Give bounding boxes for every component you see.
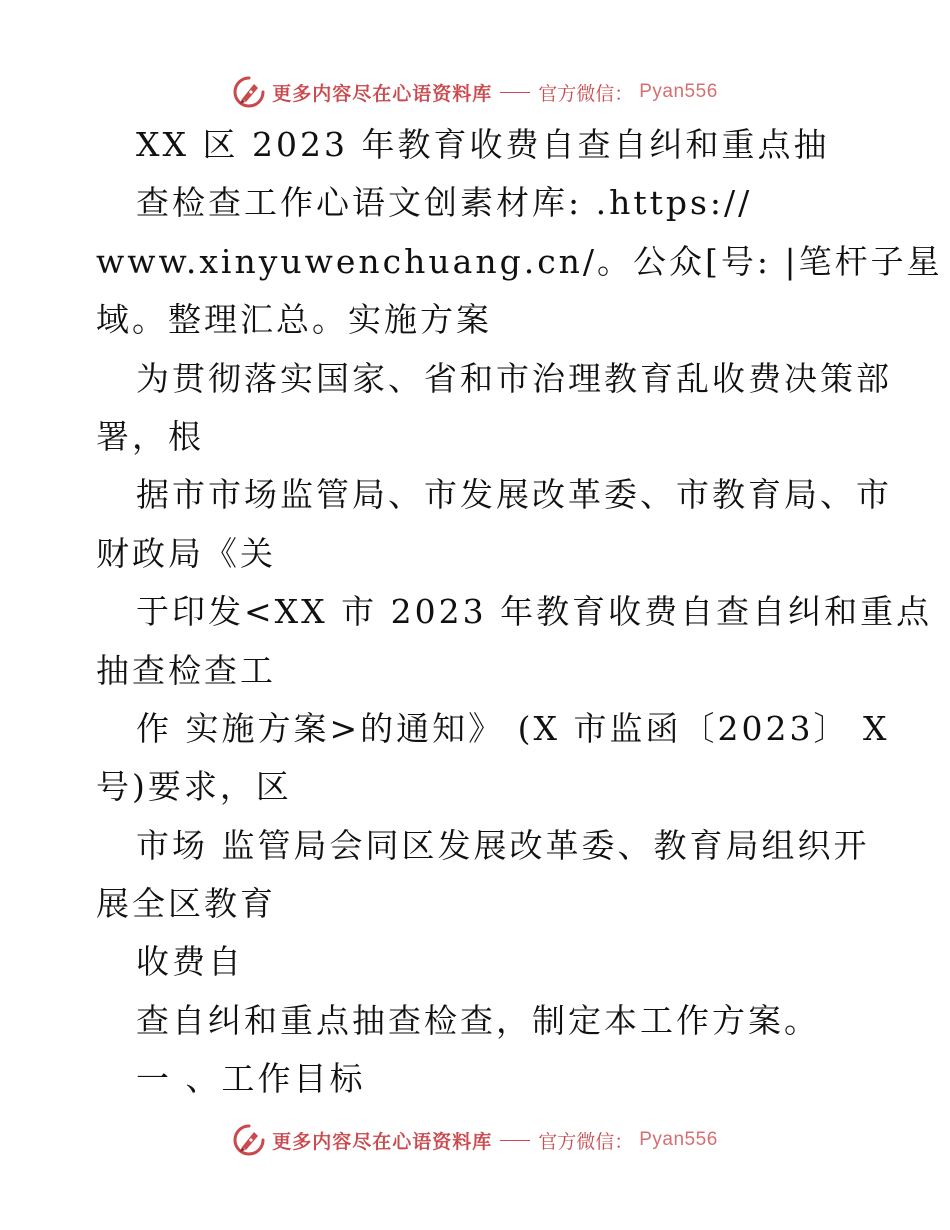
page-header bbox=[0, 72, 950, 112]
page-footer bbox=[0, 1120, 950, 1160]
document-body bbox=[96, 116, 943, 1109]
banner-dash bbox=[500, 1140, 530, 1141]
footer-banner[interactable] bbox=[232, 1123, 718, 1157]
header-banner[interactable] bbox=[232, 75, 718, 109]
body-text-line: 据市市场监管局、市发展改革委、市教育局、市 bbox=[136, 475, 892, 515]
banner-text: 更多内容尽在心语资料库 bbox=[272, 1130, 493, 1153]
body-text-line: 收费自 bbox=[136, 942, 244, 982]
body-text-line: 域。整理汇总。实施方案 bbox=[96, 300, 492, 340]
body-text-line: 查自纠和重点抽查检查，制定本工作方案。 bbox=[136, 1000, 820, 1040]
body-text-line: 展全区教育 bbox=[96, 884, 276, 924]
body-text-line: www.xinyuwenchuang.cn/。公众[号: |笔杆子星 bbox=[96, 241, 943, 281]
banner-dash bbox=[500, 92, 530, 93]
pen-nib-logo-icon bbox=[232, 75, 266, 109]
wechat-id: Pyan556 bbox=[639, 81, 718, 102]
body-text-line: 一 、工作目标 bbox=[136, 1059, 366, 1099]
body-text-line: 抽查检查工 bbox=[96, 650, 276, 690]
pen-nib-logo-icon bbox=[232, 1123, 266, 1157]
body-text-line: 为贯彻落实国家、省和市治理教育乱收费决策部 bbox=[136, 358, 892, 398]
banner-text: 更多内容尽在心语资料库 bbox=[272, 82, 493, 105]
wechat-id: Pyan556 bbox=[639, 1129, 718, 1150]
body-text-line: 号)要求，区 bbox=[96, 767, 292, 807]
body-text-line: 市场 监管局会同区发展改革委、教育局组织开 bbox=[136, 825, 870, 865]
body-text-line: XX 区 2023 年教育收费自查自纠和重点抽 bbox=[136, 125, 830, 164]
wechat-label: 官方微信： bbox=[538, 82, 634, 105]
body-text-line: 署，根 bbox=[96, 416, 204, 456]
body-text-line: 财政局《关 bbox=[96, 533, 276, 573]
body-text-line: 查检查工作心语文创素材库: .https:// bbox=[136, 183, 753, 223]
body-text-line: 于印发<XX 市 2023 年教育收费自查自纠和重点 bbox=[136, 592, 933, 632]
wechat-label: 官方微信： bbox=[538, 1130, 634, 1153]
body-text-line: 作 实施方案>的通知》 (X 市监函〔2023〕 X bbox=[136, 708, 890, 748]
